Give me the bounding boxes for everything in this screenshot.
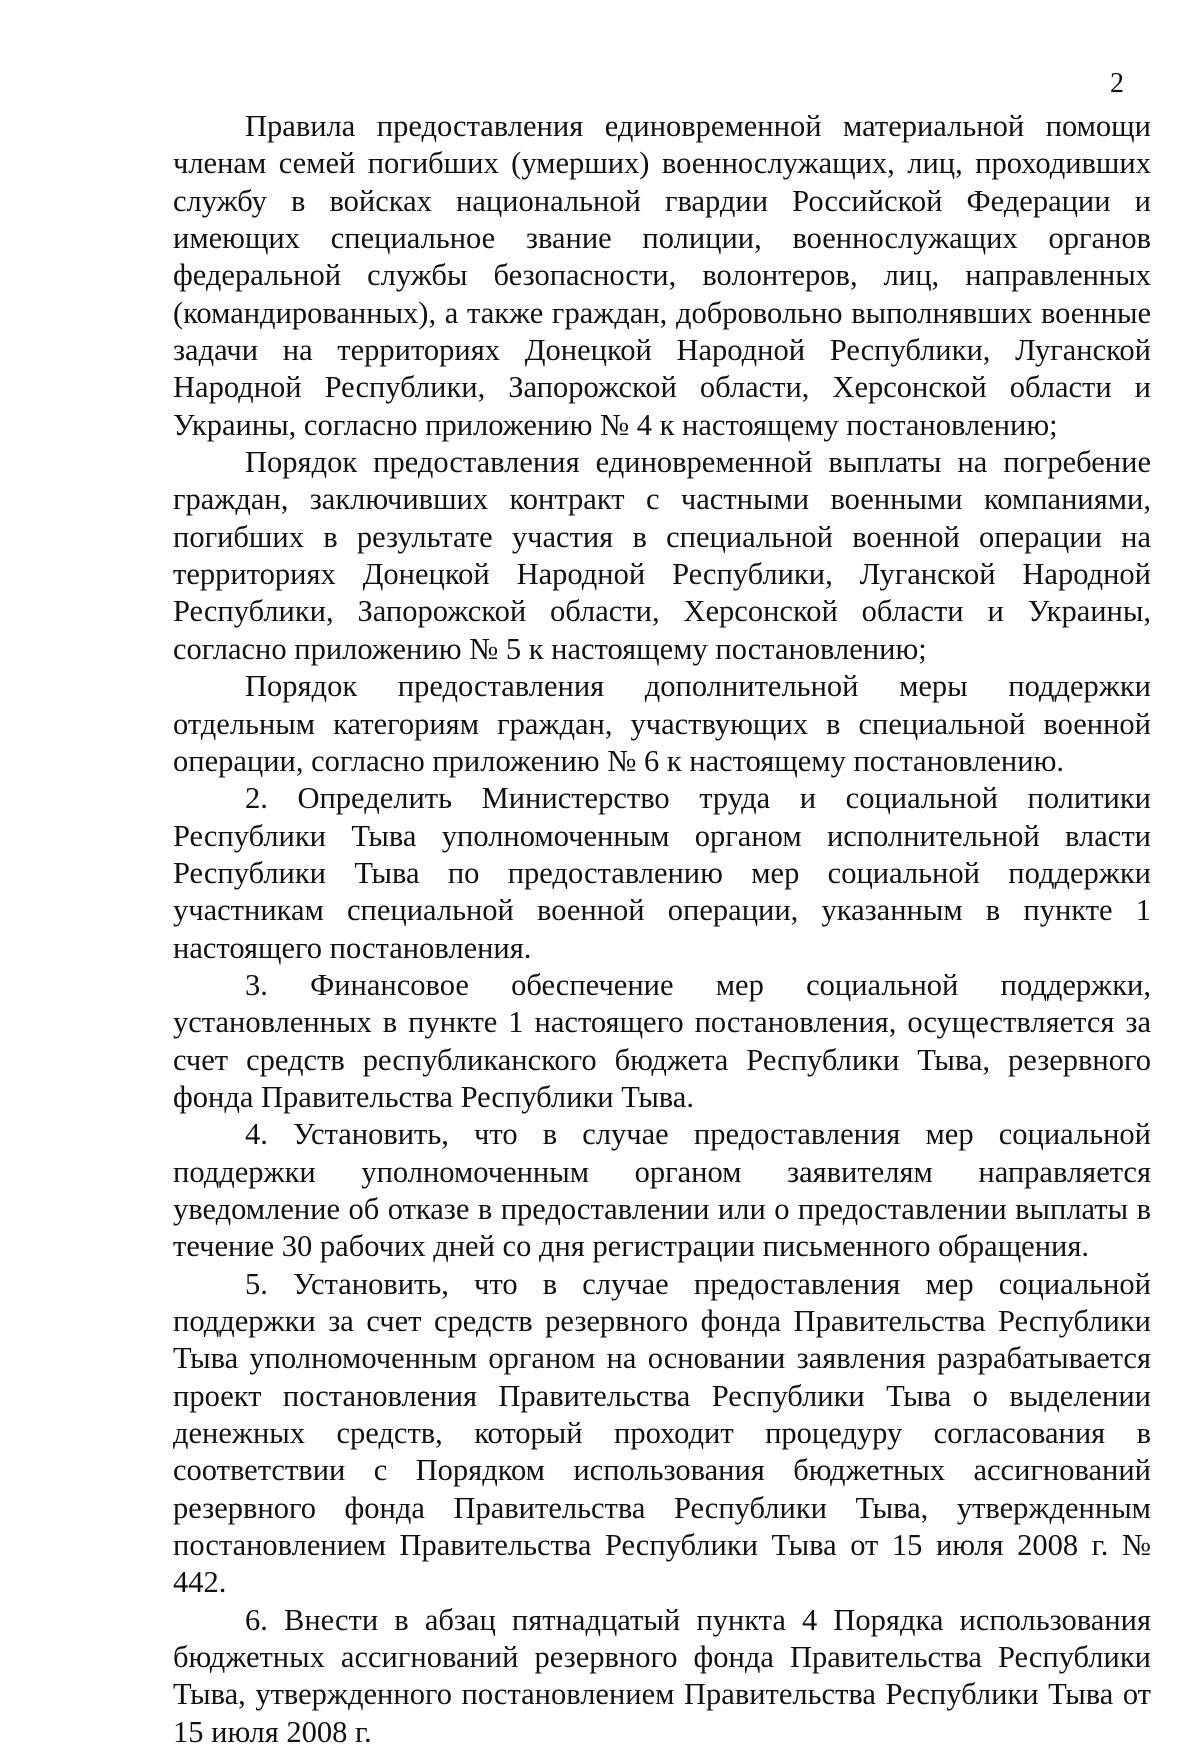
paragraph-item-4: 4. Установить, что в случае предоставления мер социальной поддержки уполномоченным органом заявителям направляется уведомление об отказе в предоставлении или о предоставлении выплаты в течение 30 рабочих дней со дня регистрации письменного обращения.: [173, 1117, 1151, 1264]
page-number: 2: [1110, 68, 1124, 99]
paragraph-burial-payment-procedure: Порядок предоставления единовременной выплаты на погребение граждан, заключивших контракт с частными военными компаниями, погибших в результате участия в специальной военной операции на территориях Донецкой Народной Республики, Луганской Народной Республики, Запорожской области, Херсонской области и Украины, согласно приложению № 5 к настоящему постановлению;: [173, 445, 1151, 666]
paragraph-item-5: 5. Установить, что в случае предоставления мер социальной поддержки за счет средств резервного фонда Правительства Республики Тыва уполномоченным органом на основании заявления разрабатывается проект постановления Правительства Республики Тыва о выделении денежных средств, который проходит процедуру согласования в соответствии с Порядком использования бюджетных ассигнований резервного фонда Правительства Республики Тыва, утвержденным постановлением Правительства Республики Тыва от 15 июля 2008 г. № 442.: [173, 1266, 1151, 1600]
paragraph-item-6: 6. Внести в абзац пятнадцатый пункта 4 Порядка использования бюджетных ассигнований резервного фонда Правительства Республики Тыва, утвержденного постановлением Правительства Республики Тыва от 15 июля 2008 г.: [173, 1602, 1151, 1749]
document-body: [173, 108, 1151, 1751]
paragraph-item-3: 3. Финансовое обеспечение мер социальной поддержки, установленных в пункте 1 настоящего постановления, осуществляется за счет средств республиканского бюджета Республики Тыва, резервного фонда Правительства Республики Тыва.: [173, 967, 1151, 1114]
paragraph-item-2: 2. Определить Министерство труда и социальной политики Республики Тыва уполномоченным органом исполнительной власти Республики Тыва по предоставлению мер социальной поддержки участникам специальной военной операции, указанным в пункте 1 настоящего постановления.: [173, 781, 1151, 965]
paragraph-rules-material-assistance: Правила предоставления единовременной материальной помощи членам семей погибших (умерших) военнослужащих, лиц, проходивших службу в войсках национальной гвардии Российской Федерации и имеющих специальное звание полиции, военнослужащих органов федеральной службы безопасности, волонтеров, лиц, направленных (командированных), а также граждан, добровольно выполнявших военные задачи на территориях Донецкой Народной Республики, Луганской Народной Республики, Запорожской области, Херсонской области и Украины, согласно приложению № 4 к настоящему постановлению;: [173, 109, 1151, 442]
paragraph-additional-support-procedure: Порядок предоставления дополнительной меры поддержки отдельным категориям граждан, участвующих в специальной военной операции, согласно приложению № 6 к настоящему постановлению.: [173, 669, 1151, 778]
